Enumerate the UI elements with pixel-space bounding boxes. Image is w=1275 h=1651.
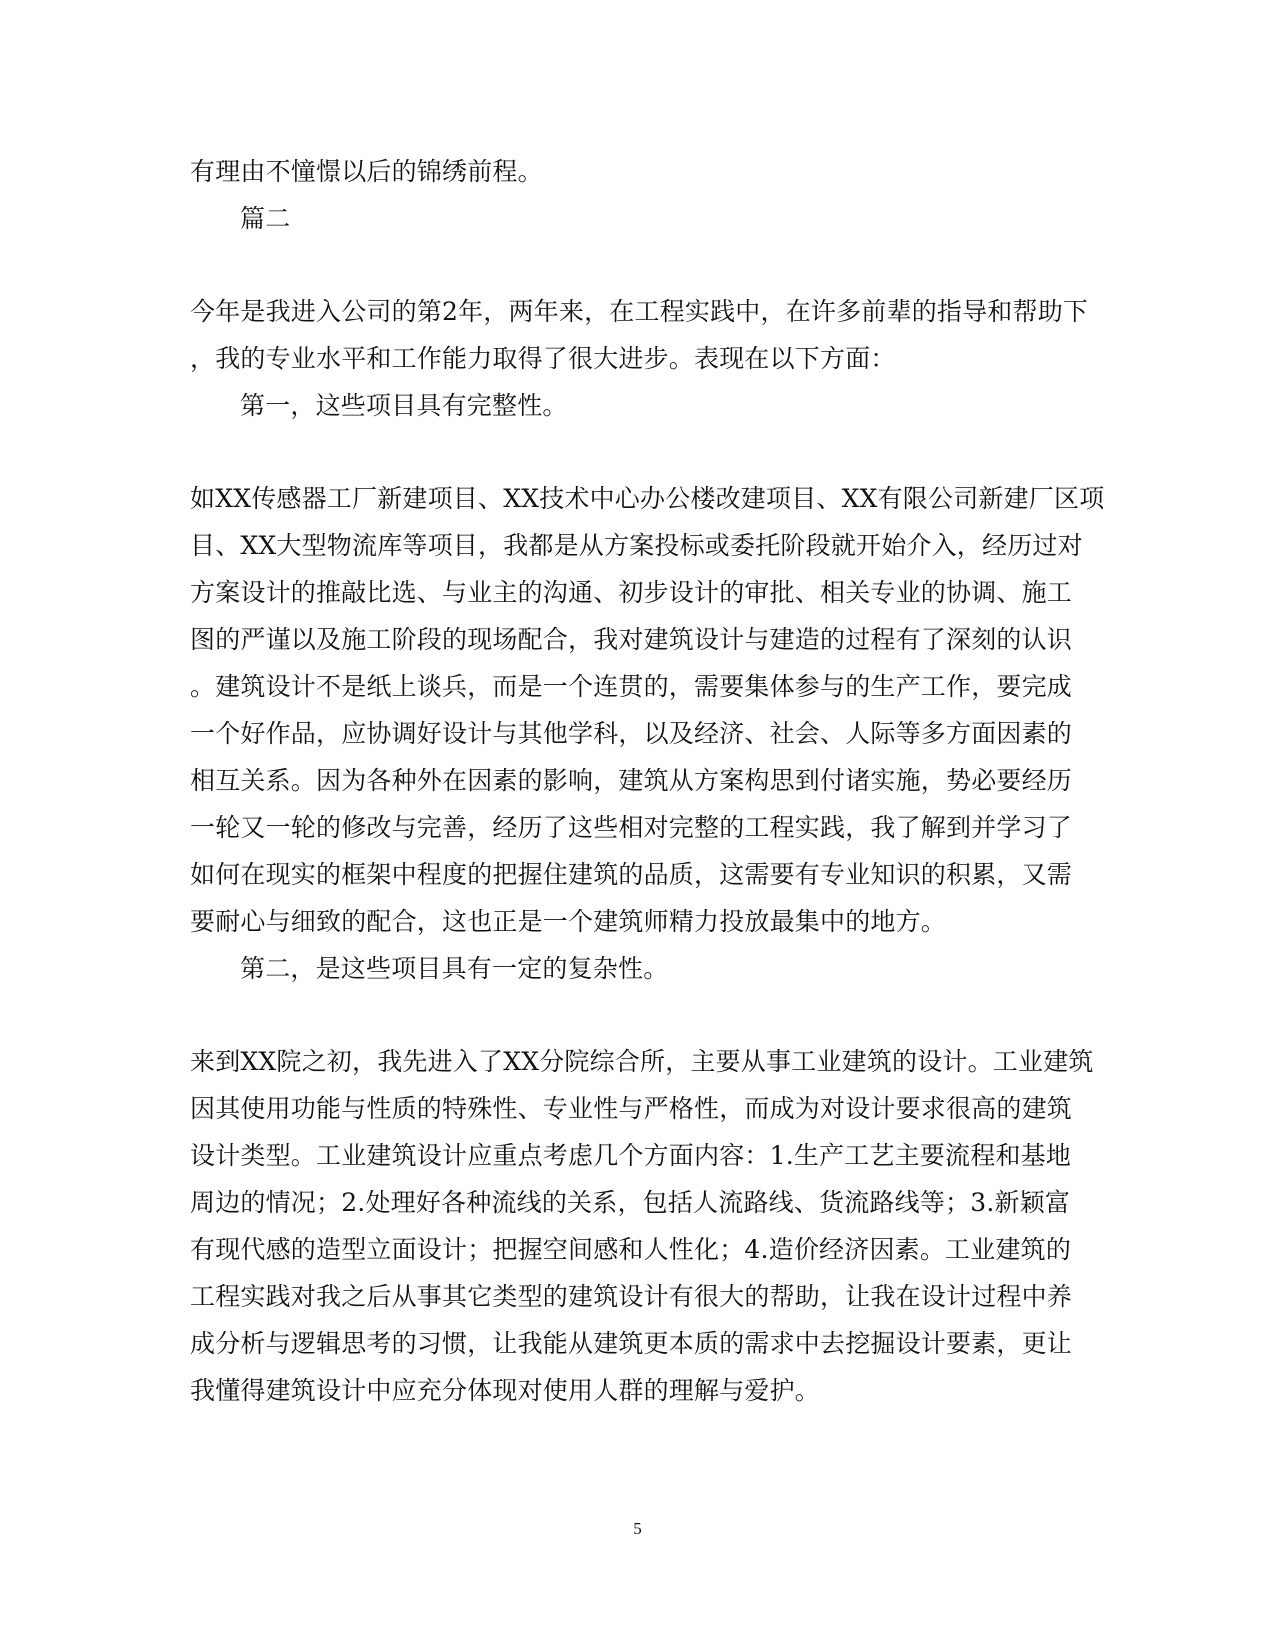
text-line: 因其使用功能与性质的特殊性、专业性与严格性，而成为对设计要求很高的建筑 — [190, 1094, 1073, 1123]
text-line: 来到XX院之初，我先进入了XX分院综合所，主要从事工业建筑的设计。工业建筑 — [190, 1047, 1094, 1076]
text-line: 要耐心与细致的配合，这也正是一个建筑师精力投放最集中的地方。 — [190, 907, 947, 936]
text-line: 工程实践对我之后从事其它类型的建筑设计有很大的帮助，让我在设计过程中养 — [190, 1282, 1073, 1311]
subheading: 第二，是这些项目具有一定的复杂性。 — [240, 954, 669, 983]
text-line: 目、XX大型物流库等项目，我都是从方案投标或委托阶段就开始介入，经历过对 — [190, 531, 1083, 560]
text-line: 周边的情况；2.处理好各种流线的关系，包括人流路线、货流路线等；3.新颖富 — [190, 1188, 1071, 1217]
section-heading: 篇二 — [240, 204, 291, 233]
page-number: 5 — [633, 1519, 642, 1538]
text-line: 今年是我进入公司的第2年，两年来，在工程实践中，在许多前辈的指导和帮助下 — [190, 297, 1089, 326]
text-line: 一个好作品，应协调好设计与其他学科，以及经济、社会、人际等多方面因素的 — [190, 719, 1073, 748]
text-line: 设计类型。工业建筑设计应重点考虑几个方面内容：1.生产工艺主要流程和基地 — [190, 1141, 1072, 1170]
text-line: 一轮又一轮的修改与完善，经历了这些相对完整的工程实践，我了解到并学习了 — [190, 813, 1073, 842]
text-line: 有现代感的造型立面设计；把握空间感和人性化；4.造价经济因素。工业建筑的 — [190, 1235, 1072, 1264]
subheading: 第一，这些项目具有完整性。 — [240, 391, 568, 420]
text-line: 成分析与逻辑思考的习惯，让我能从建筑更本质的需求中去挖掘设计要素，更让 — [190, 1329, 1073, 1358]
text-line: 我懂得建筑设计中应充分体现对使用人群的理解与爱护。 — [190, 1376, 821, 1405]
text-line: 有理由不憧憬以后的锦绣前程。 — [190, 157, 543, 186]
text-line: 如XX传感器工厂新建项目、XX技术中心办公楼改建项目、XX有限公司新建厂区项 — [190, 484, 1105, 513]
text-line: 。建筑设计不是纸上谈兵，而是一个连贯的，需要集体参与的生产工作，要完成 — [190, 672, 1073, 701]
text-line: 方案设计的推敲比选、与业主的沟通、初步设计的审批、相关专业的协调、施工 — [190, 578, 1073, 607]
text-line: 如何在现实的框架中程度的把握住建筑的品质，这需要有专业知识的积累，又需 — [190, 860, 1073, 889]
text-line: 图的严谨以及施工阶段的现场配合，我对建筑设计与建造的过程有了深刻的认识 — [190, 625, 1073, 654]
text-line: ，我的专业水平和工作能力取得了很大进步。表现在以下方面： — [190, 344, 896, 373]
text-line: 相互关系。因为各种外在因素的影响，建筑从方案构思到付诸实施，势必要经历 — [190, 766, 1073, 795]
